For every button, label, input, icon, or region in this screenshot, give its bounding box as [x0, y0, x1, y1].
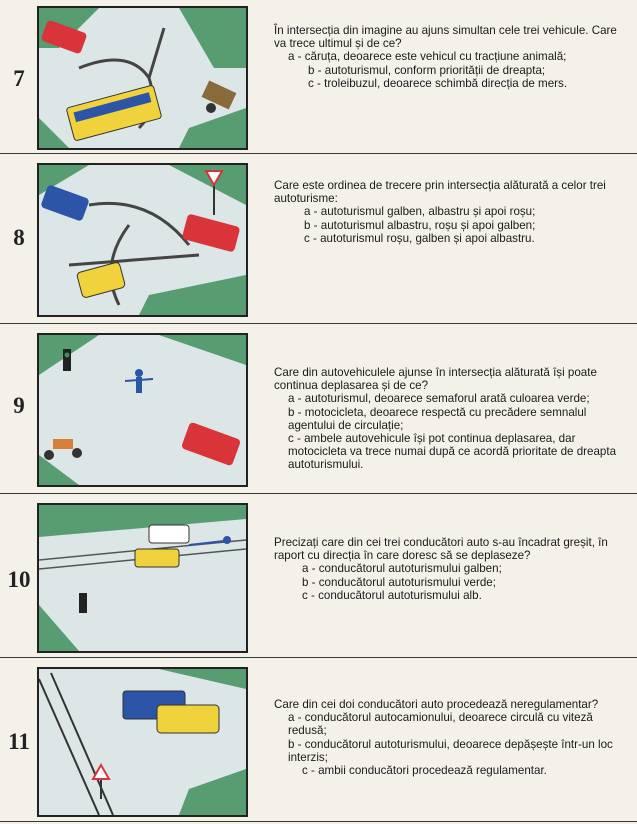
option-b[interactable]: b - autoturismul albastru, roșu și apoi galben; [304, 218, 536, 232]
question-stem: În intersecția din imagine au ajuns simultan cele trei vehicule. Care va trece ultimul și de ce? [274, 24, 617, 51]
option-b[interactable]: b - autoturismul, conform priorității de dreapta; [308, 63, 546, 77]
option-a[interactable]: a - autoturismul, deoarece semaforul arată culoarea verde; [288, 392, 590, 406]
question-stem: Care din autovehiculele ajunse în intersecția alăturată își poate continua deplasarea și de ce? [274, 366, 597, 393]
question-8-illustration [37, 163, 248, 317]
traffic-light [79, 593, 87, 613]
option-a[interactable]: a - căruța, deoarece este vehicul cu tracțiune animală; [288, 50, 567, 64]
question-number: 8 [13, 225, 25, 250]
question-7 [0, 0, 637, 154]
white-car [149, 525, 189, 543]
question-number: 11 [8, 729, 30, 754]
option-c[interactable]: c - conducătorul autoturismului alb. [302, 588, 482, 602]
question-number: 7 [13, 66, 25, 91]
question-7-text [274, 24, 624, 90]
question-9-text [274, 366, 624, 472]
question-9 [0, 323, 637, 494]
question-8-text [274, 179, 624, 245]
option-b[interactable]: b - conducătorul autoturismului, deoarece depășește într-un loc interzis; [288, 737, 613, 764]
question-7-illustration [37, 6, 248, 150]
question-11-illustration [37, 667, 248, 817]
question-8 [0, 153, 637, 324]
question-stem: Precizați care din cei trei conducători auto s-au încadrat greșit, în raport cu direcția în care doresc să se deplaseze? [274, 536, 608, 563]
option-a[interactable]: a - autoturismul galben, albastru și apoi roșu; [304, 205, 536, 219]
question-11 [0, 657, 637, 822]
traffic-light [63, 349, 71, 371]
option-c[interactable]: c - ambele autovehicule își pot continua deplasarea, dar motocicleta va trece numai după ce acordă prioritate de dreapta autoturismului. [288, 432, 617, 472]
question-10 [0, 493, 637, 658]
option-c[interactable]: c - ambii conducători procedează regulamentar. [302, 764, 547, 778]
question-9-illustration [37, 333, 248, 487]
option-b[interactable]: b - motocicleta, deoarece respectă cu precădere semnalul agentului de circulație; [288, 405, 587, 432]
yellow-car [157, 705, 219, 733]
option-c[interactable]: c - autoturismul roșu, galben și apoi albastru. [304, 231, 535, 245]
option-c[interactable]: c - troleibuzul, deoarece schimbă direcția de mers. [308, 76, 568, 90]
question-10-text [274, 536, 624, 602]
question-stem: Care este ordinea de trecere prin intersecția alăturată a celor trei autoturisme: [274, 179, 606, 206]
question-stem: Care din cei doi conducători auto procedează neregulamentar? [274, 698, 599, 711]
option-a[interactable]: a - conducătorul autoturismului galben; [302, 562, 502, 576]
question-10-illustration [37, 503, 248, 653]
question-number: 9 [13, 393, 25, 418]
option-a[interactable]: a - conducătorul autocamionului, deoarece circulă cu viteză redusă; [288, 711, 593, 738]
yellow-car [135, 549, 179, 567]
question-11-text [274, 698, 624, 777]
question-number: 10 [7, 567, 31, 592]
option-b[interactable]: b - conducătorul autoturismului verde; [302, 575, 496, 589]
